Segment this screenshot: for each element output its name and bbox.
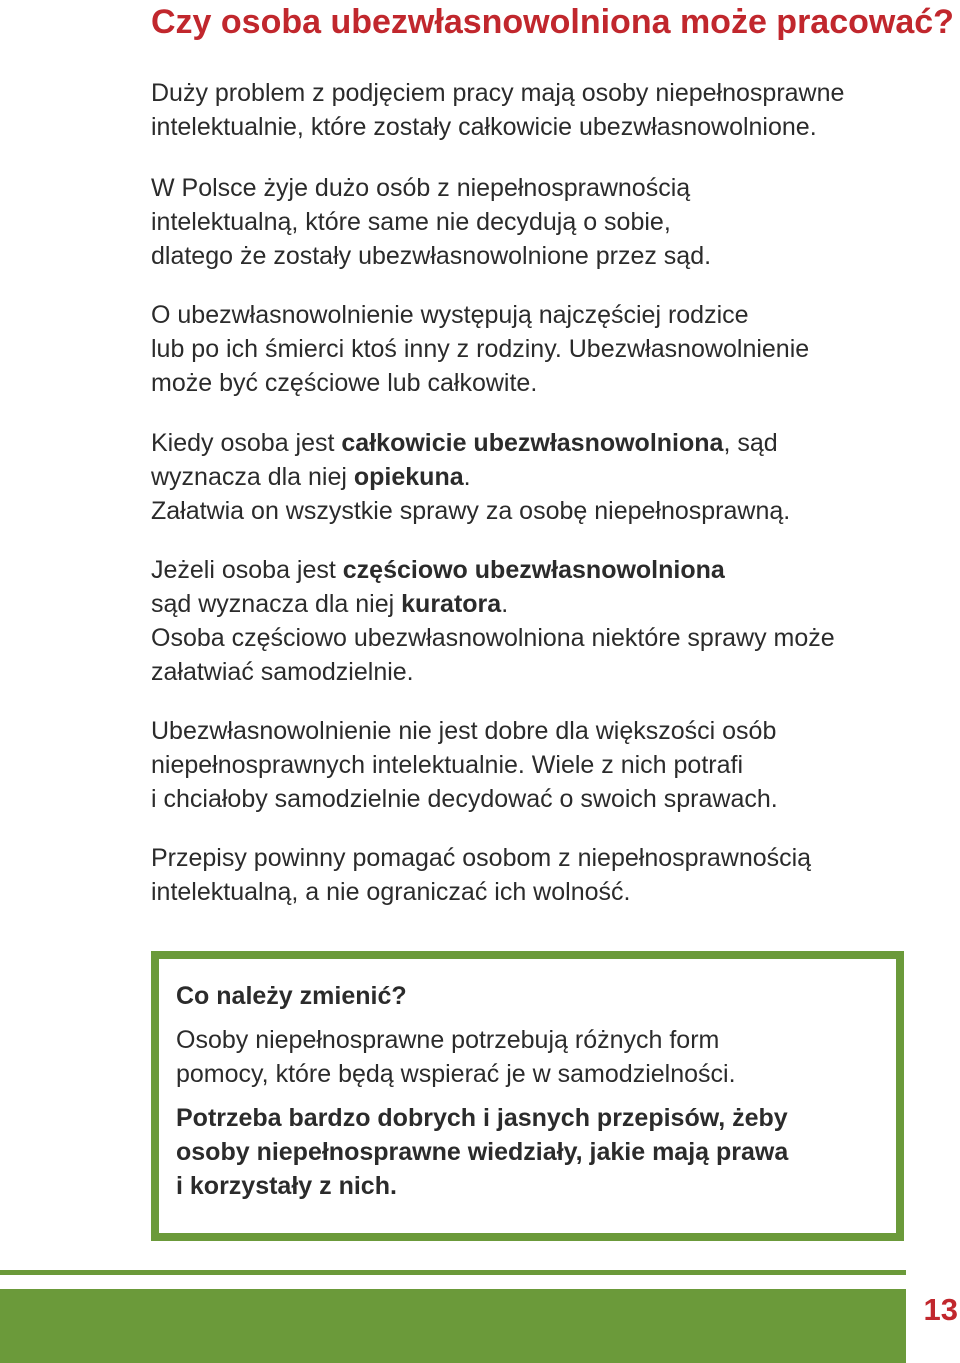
text-segment: , sąd bbox=[723, 429, 778, 457]
paragraph-full-incapacitation bbox=[151, 426, 931, 528]
callout-spacer bbox=[176, 1013, 876, 1023]
paragraph-poland bbox=[151, 171, 931, 273]
footer-divider bbox=[0, 1270, 906, 1275]
text-line bbox=[151, 553, 931, 587]
bold-term: kuratora bbox=[401, 590, 502, 618]
footer-bar bbox=[0, 1289, 906, 1363]
callout-spacer bbox=[176, 1091, 876, 1101]
text-line: Załatwia on wszystkie sprawy za osobę niepełnosprawną. bbox=[151, 497, 791, 525]
text-line: załatwiać samodzielnie. bbox=[151, 658, 414, 686]
bold-term: całkowicie ubezwłasnowolniona bbox=[341, 429, 724, 457]
text-segment: wyznacza dla niej bbox=[151, 463, 354, 491]
paragraph-partial-incapacitation bbox=[151, 553, 931, 689]
paragraph-intro bbox=[151, 76, 931, 144]
text-segment: . bbox=[463, 463, 471, 491]
bold-term: opiekuna bbox=[353, 463, 464, 491]
text-line: Duży problem z podjęciem pracy mają osoby niepełnosprawne bbox=[151, 79, 845, 107]
text-line: Ubezwłasnowolnienie nie jest dobre dla większości osób bbox=[151, 717, 777, 745]
page-title: Czy osoba ubezwłasnowolniona może pracować? bbox=[151, 3, 954, 41]
text-line bbox=[151, 426, 931, 460]
text-line: Osoby niepełnosprawne potrzebują różnych form bbox=[176, 1026, 720, 1054]
text-line: O ubezwłasnowolnienie występują najczęściej rodzice bbox=[151, 301, 749, 329]
text-line: dlatego że zostały ubezwłasnowolnione przez sąd. bbox=[151, 242, 712, 270]
callout-box bbox=[151, 951, 904, 1241]
text-line: intelektualną, które same nie decydują o sobie, bbox=[151, 208, 671, 236]
text-line: Osoba częściowo ubezwłasnowolniona niektóre sprawy może bbox=[151, 624, 835, 652]
paragraph-who-applies bbox=[151, 298, 931, 400]
text-line bbox=[151, 460, 931, 494]
text-segment: . bbox=[501, 590, 509, 618]
text-segment: Jeżeli osoba jest bbox=[151, 556, 343, 584]
text-line bbox=[151, 587, 931, 621]
text-line: Przepisy powinny pomagać osobom z niepełnosprawnością bbox=[151, 844, 812, 872]
text-line: osoby niepełnosprawne wiedziały, jakie mają prawa bbox=[176, 1138, 789, 1166]
text-segment: Kiedy osoba jest bbox=[151, 429, 342, 457]
bold-term: częściowo ubezwłasnowolniona bbox=[342, 556, 725, 584]
callout-content bbox=[176, 979, 876, 1203]
paragraph-regulations bbox=[151, 841, 931, 909]
text-line: W Polsce żyje dużo osób z niepełnosprawnością bbox=[151, 174, 691, 202]
callout-title: Co należy zmienić? bbox=[176, 982, 407, 1010]
text-line: pomocy, które będą wspierać je w samodzielności. bbox=[176, 1060, 736, 1088]
text-segment: sąd wyznacza dla niej bbox=[151, 590, 402, 618]
text-line: i korzystały z nich. bbox=[176, 1172, 397, 1200]
text-line: i chciałoby samodzielnie decydować o swoich sprawach. bbox=[151, 785, 778, 813]
text-line: lub po ich śmierci ktoś inny z rodziny. Ubezwłasnowolnienie bbox=[151, 335, 810, 363]
text-line: Potrzeba bardzo dobrych i jasnych przepisów, żeby bbox=[176, 1104, 788, 1132]
text-line: intelektualną, a nie ograniczać ich wolność. bbox=[151, 878, 631, 906]
text-line: niepełnosprawnych intelektualnie. Wiele z nich potrafi bbox=[151, 751, 743, 779]
paragraph-not-good bbox=[151, 714, 931, 816]
text-line: intelektualnie, które zostały całkowicie ubezwłasnowolnione. bbox=[151, 113, 817, 141]
page-number: 13 bbox=[923, 1292, 958, 1327]
text-line: może być częściowe lub całkowite. bbox=[151, 369, 538, 397]
